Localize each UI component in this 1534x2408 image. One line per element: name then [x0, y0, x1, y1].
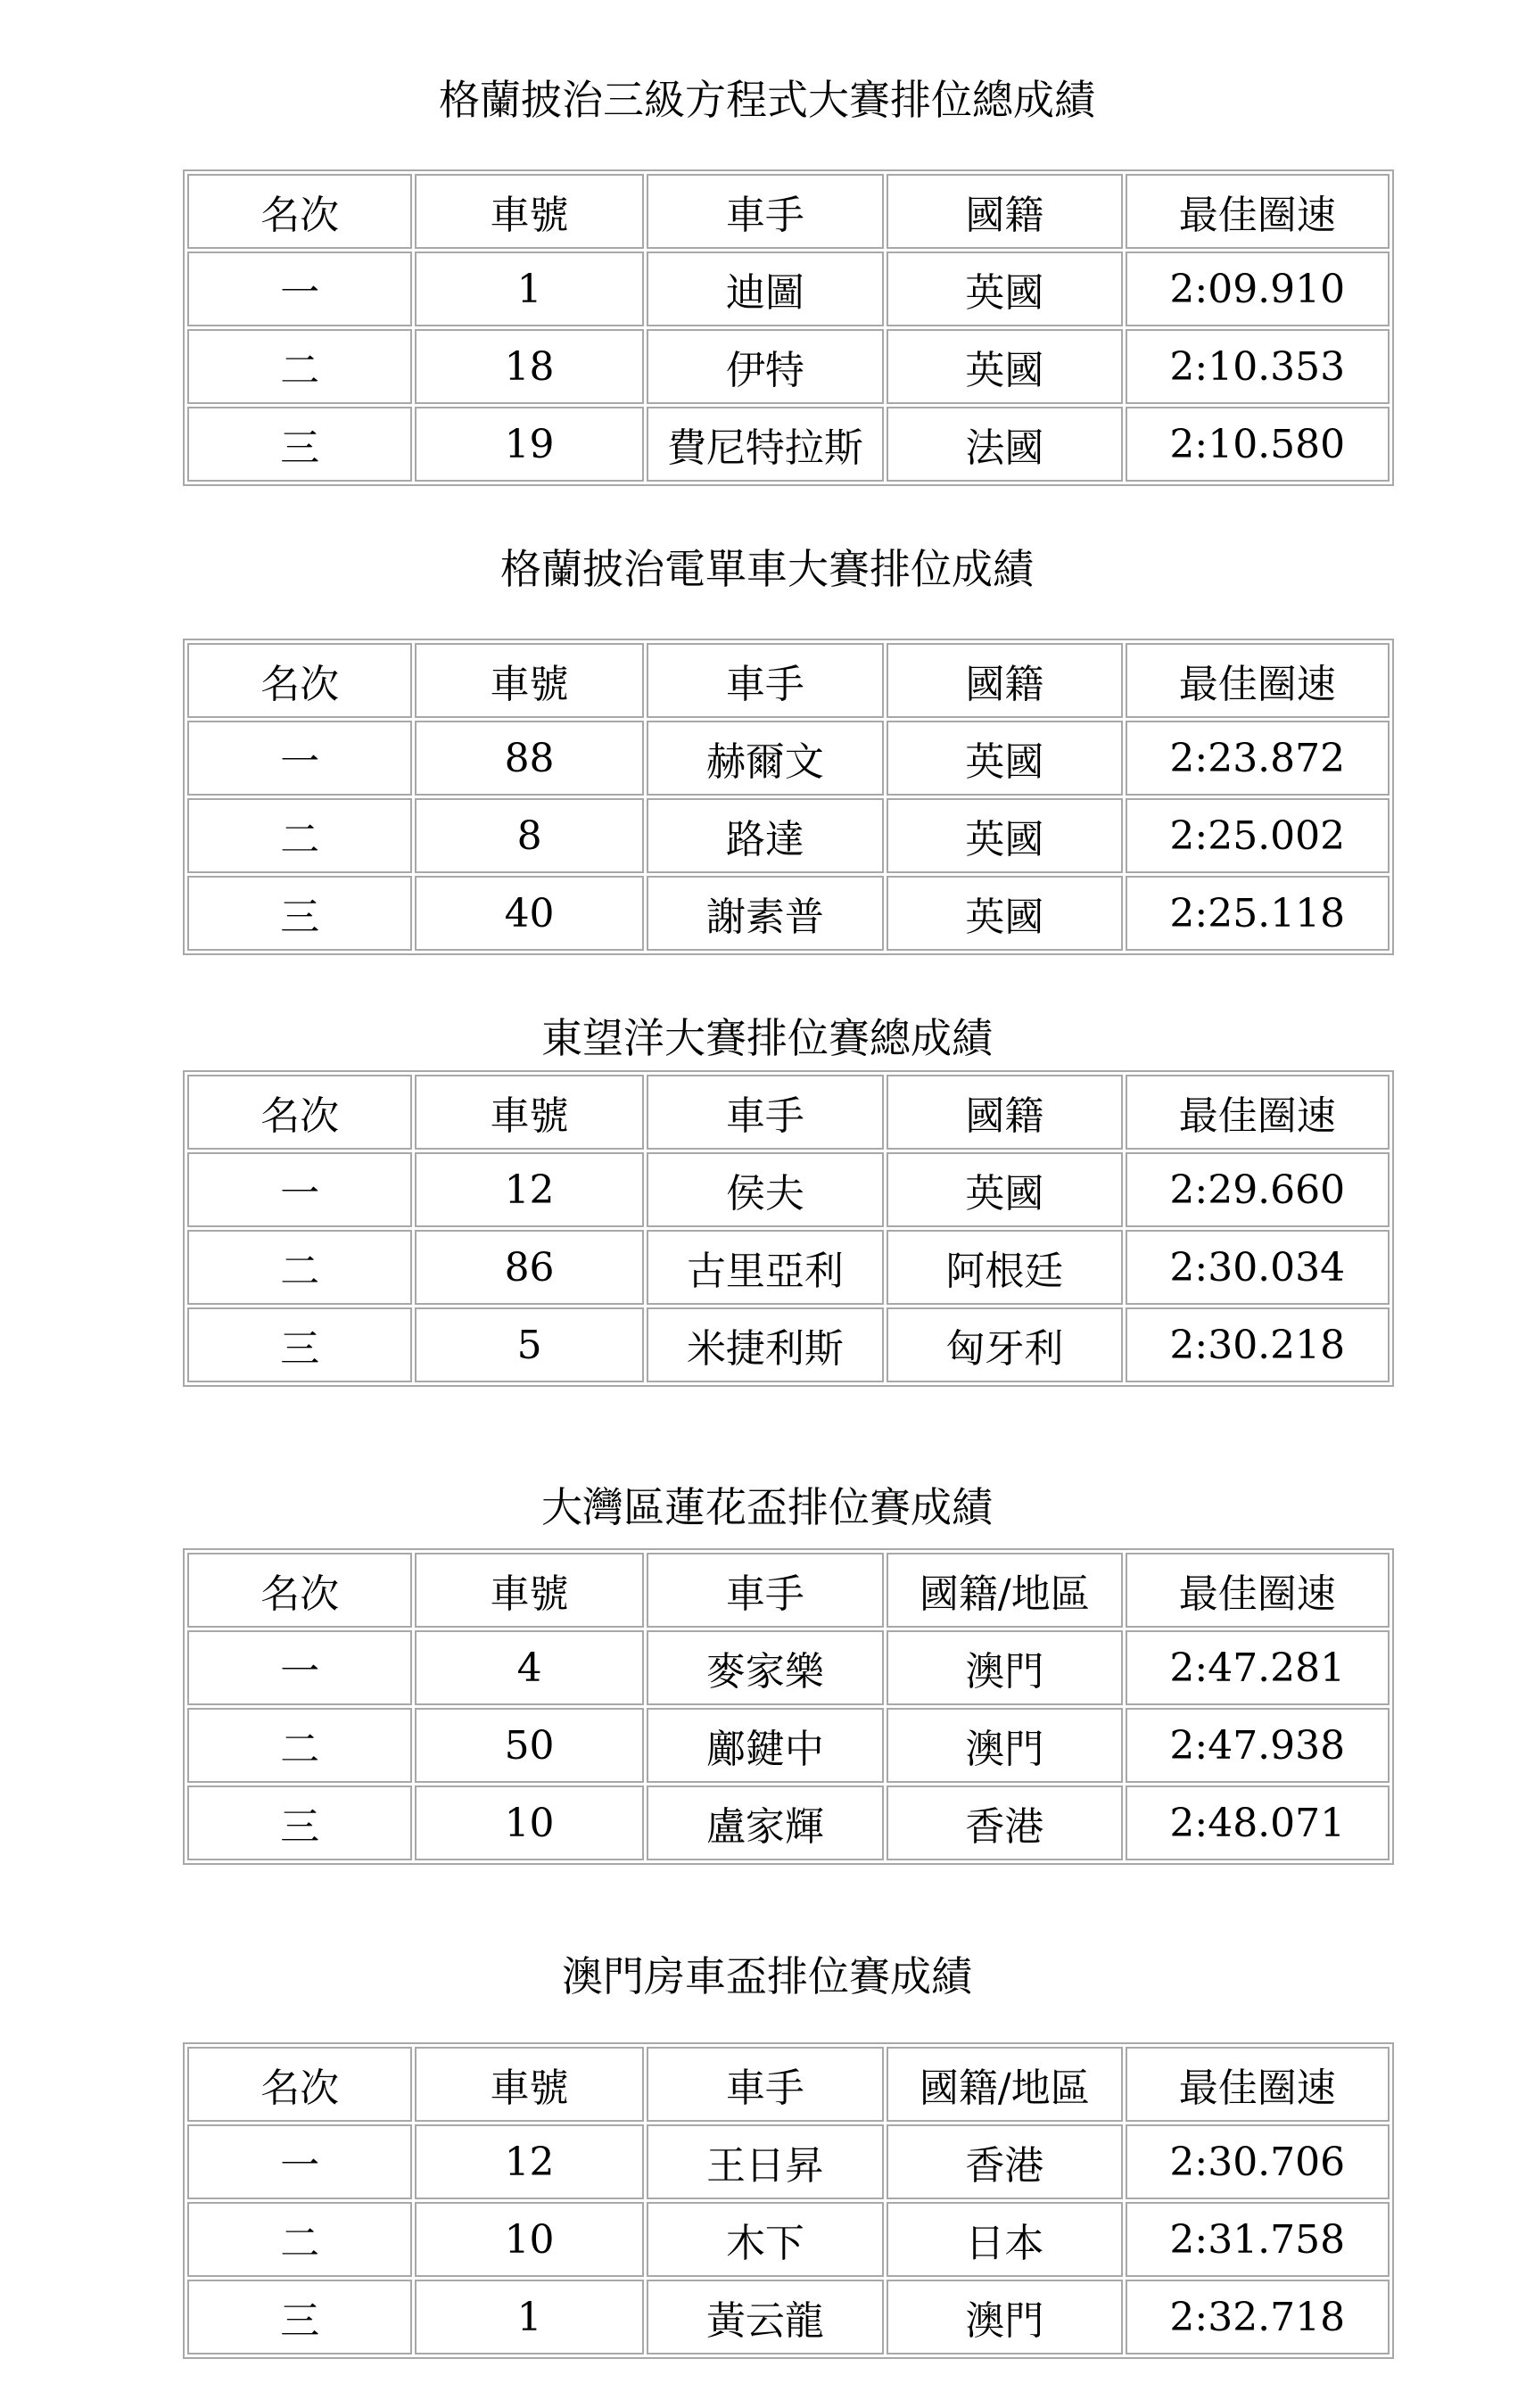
header-nationality-region: 國籍/地區 [887, 2047, 1122, 2122]
cell-rank: 二 [187, 1708, 412, 1783]
cell-car-no: 10 [415, 1785, 643, 1860]
cell-driver: 古里亞利 [647, 1230, 884, 1305]
section-title: 格蘭披治電單車大賽排位成績 [500, 545, 1034, 593]
header-rank: 名次 [187, 643, 412, 718]
cell-driver: 謝素普 [647, 876, 884, 951]
header-best-lap: 最佳圈速 [1126, 643, 1390, 718]
cell-best-lap: 2:09.910 [1126, 252, 1390, 326]
table-header-row [187, 1553, 1390, 1628]
cell-nationality: 英國 [887, 252, 1122, 326]
header-best-lap: 最佳圈速 [1126, 2047, 1390, 2122]
cell-car-no: 19 [415, 407, 643, 482]
header-driver: 車手 [647, 643, 884, 718]
cell-driver: 王日昇 [647, 2124, 884, 2199]
table-row [187, 876, 1390, 951]
cell-driver: 鄺鍵中 [647, 1708, 884, 1783]
header-car-no: 車號 [415, 1075, 643, 1150]
cell-driver: 麥家樂 [647, 1630, 884, 1705]
cell-driver: 路達 [647, 798, 884, 873]
table-row [187, 1708, 1390, 1783]
cell-best-lap: 2:32.718 [1126, 2280, 1390, 2354]
table-row [187, 1230, 1390, 1305]
cell-driver: 迪圖 [647, 252, 884, 326]
table-row [187, 2280, 1390, 2354]
results-table [183, 1548, 1394, 1865]
table-row [187, 1785, 1390, 1860]
cell-rank: 一 [187, 252, 412, 326]
header-rank: 名次 [187, 2047, 412, 2122]
cell-car-no: 86 [415, 1230, 643, 1305]
cell-nationality: 英國 [887, 329, 1122, 404]
header-rank: 名次 [187, 1553, 412, 1628]
cell-car-no: 12 [415, 1152, 643, 1227]
section-title: 格蘭披治三級方程式大賽排位總成績 [439, 76, 1095, 124]
section-title: 東望洋大賽排位賽總成績 [541, 1014, 993, 1062]
cell-car-no: 1 [415, 2280, 643, 2354]
cell-nationality: 日本 [887, 2202, 1122, 2277]
header-nationality: 國籍 [887, 643, 1122, 718]
header-best-lap: 最佳圈速 [1126, 1075, 1390, 1150]
header-driver: 車手 [647, 2047, 884, 2122]
cell-best-lap: 2:23.872 [1126, 721, 1390, 796]
cell-driver: 黃云龍 [647, 2280, 884, 2354]
cell-rank: 二 [187, 1230, 412, 1305]
cell-nationality: 澳門 [887, 2280, 1122, 2354]
cell-rank: 一 [187, 2124, 412, 2199]
cell-rank: 三 [187, 1307, 412, 1382]
cell-rank: 三 [187, 407, 412, 482]
table-row [187, 1307, 1390, 1382]
table-row [187, 1630, 1390, 1705]
table-header-row [187, 2047, 1390, 2122]
header-nationality: 國籍 [887, 174, 1122, 249]
cell-rank: 三 [187, 876, 412, 951]
table-header-row [187, 1075, 1390, 1150]
cell-car-no: 40 [415, 876, 643, 951]
cell-car-no: 50 [415, 1708, 643, 1783]
results-table [183, 2042, 1394, 2359]
cell-driver: 米捷利斯 [647, 1307, 884, 1382]
header-driver: 車手 [647, 174, 884, 249]
section-title: 澳門房車盃排位賽成績 [562, 1952, 972, 2000]
table-row [187, 329, 1390, 404]
cell-car-no: 5 [415, 1307, 643, 1382]
cell-car-no: 4 [415, 1630, 643, 1705]
cell-nationality: 英國 [887, 1152, 1122, 1227]
cell-car-no: 88 [415, 721, 643, 796]
cell-rank: 二 [187, 329, 412, 404]
table-row [187, 2124, 1390, 2199]
cell-car-no: 12 [415, 2124, 643, 2199]
cell-nationality: 英國 [887, 721, 1122, 796]
cell-rank: 二 [187, 2202, 412, 2277]
table-row [187, 2202, 1390, 2277]
cell-car-no: 1 [415, 252, 643, 326]
results-table [183, 1070, 1394, 1387]
header-rank: 名次 [187, 1075, 412, 1150]
section-title: 大灣區蓮花盃排位賽成績 [541, 1483, 993, 1531]
cell-best-lap: 2:10.353 [1126, 329, 1390, 404]
cell-best-lap: 2:48.071 [1126, 1785, 1390, 1860]
cell-driver: 赫爾文 [647, 721, 884, 796]
table-header-row [187, 174, 1390, 249]
header-driver: 車手 [647, 1075, 884, 1150]
cell-rank: 二 [187, 798, 412, 873]
cell-rank: 三 [187, 2280, 412, 2354]
cell-nationality: 澳門 [887, 1708, 1122, 1783]
cell-best-lap: 2:47.938 [1126, 1708, 1390, 1783]
cell-best-lap: 2:30.034 [1126, 1230, 1390, 1305]
cell-nationality: 澳門 [887, 1630, 1122, 1705]
header-best-lap: 最佳圈速 [1126, 1553, 1390, 1628]
cell-rank: 一 [187, 721, 412, 796]
cell-rank: 一 [187, 1630, 412, 1705]
header-car-no: 車號 [415, 643, 643, 718]
cell-best-lap: 2:29.660 [1126, 1152, 1390, 1227]
table-header-row [187, 643, 1390, 718]
cell-best-lap: 2:30.706 [1126, 2124, 1390, 2199]
cell-best-lap: 2:25.118 [1126, 876, 1390, 951]
cell-car-no: 10 [415, 2202, 643, 2277]
table-row [187, 1152, 1390, 1227]
header-car-no: 車號 [415, 1553, 643, 1628]
cell-driver: 侯夫 [647, 1152, 884, 1227]
table-row [187, 252, 1390, 326]
cell-rank: 三 [187, 1785, 412, 1860]
header-car-no: 車號 [415, 174, 643, 249]
results-table [183, 169, 1394, 486]
cell-nationality: 英國 [887, 876, 1122, 951]
header-nationality: 國籍 [887, 1075, 1122, 1150]
cell-nationality: 阿根廷 [887, 1230, 1122, 1305]
cell-driver: 木下 [647, 2202, 884, 2277]
cell-car-no: 8 [415, 798, 643, 873]
cell-driver: 伊特 [647, 329, 884, 404]
cell-nationality: 法國 [887, 407, 1122, 482]
table-row [187, 407, 1390, 482]
cell-rank: 一 [187, 1152, 412, 1227]
cell-best-lap: 2:30.218 [1126, 1307, 1390, 1382]
table-row [187, 721, 1390, 796]
cell-nationality: 英國 [887, 798, 1122, 873]
cell-driver: 費尼特拉斯 [647, 407, 884, 482]
cell-best-lap: 2:47.281 [1126, 1630, 1390, 1705]
cell-nationality: 香港 [887, 2124, 1122, 2199]
header-rank: 名次 [187, 174, 412, 249]
header-car-no: 車號 [415, 2047, 643, 2122]
cell-best-lap: 2:31.758 [1126, 2202, 1390, 2277]
header-nationality-region: 國籍/地區 [887, 1553, 1122, 1628]
header-driver: 車手 [647, 1553, 884, 1628]
table-row [187, 798, 1390, 873]
cell-nationality: 匈牙利 [887, 1307, 1122, 1382]
cell-driver: 盧家輝 [647, 1785, 884, 1860]
cell-car-no: 18 [415, 329, 643, 404]
cell-best-lap: 2:10.580 [1126, 407, 1390, 482]
cell-nationality: 香港 [887, 1785, 1122, 1860]
results-table [183, 639, 1394, 955]
header-best-lap: 最佳圈速 [1126, 174, 1390, 249]
cell-best-lap: 2:25.002 [1126, 798, 1390, 873]
